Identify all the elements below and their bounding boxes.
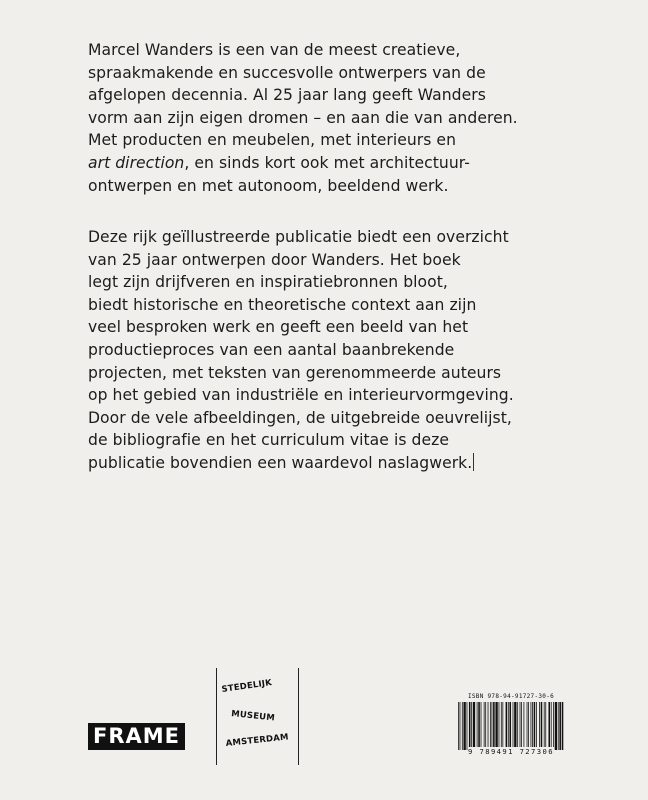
museum-text: MUSEUM bbox=[230, 709, 276, 724]
barcode-bar bbox=[499, 702, 500, 750]
barcode-bar bbox=[528, 702, 529, 750]
barcode-bar bbox=[495, 702, 497, 750]
barcode-bar bbox=[508, 702, 509, 750]
barcode-bar bbox=[536, 702, 537, 750]
text-line: op het gebied van industriële en interieurvormgeving. bbox=[88, 386, 514, 405]
barcode-bar bbox=[492, 702, 493, 750]
logo-divider-right bbox=[298, 668, 299, 765]
italic-term: art direction bbox=[88, 153, 185, 172]
stedelijk-text: STEDELIJK bbox=[221, 678, 273, 695]
barcode-bar bbox=[517, 702, 518, 750]
description-paragraph-2 bbox=[88, 226, 608, 475]
barcode-bar bbox=[558, 702, 559, 750]
isbn-barcode bbox=[450, 693, 572, 763]
barcode-bar bbox=[531, 702, 532, 750]
text-line: Met producten en meubelen, met interieurs en bbox=[88, 131, 457, 150]
text-fragment: , en sinds kort ook met architectuur- bbox=[184, 153, 470, 172]
barcode-bar bbox=[488, 702, 489, 750]
isbn-digits bbox=[450, 747, 572, 756]
barcode-bar bbox=[460, 702, 461, 750]
barcode-bar bbox=[478, 702, 480, 750]
barcode-bar bbox=[545, 702, 546, 750]
text-line: biedt historische en theoretische context aan zijn bbox=[88, 295, 477, 314]
barcode-bar bbox=[506, 702, 508, 750]
text-line: projecten, met teksten van gerenommeerde auteurs bbox=[88, 363, 502, 382]
barcode-bar bbox=[493, 702, 495, 750]
barcode-bar bbox=[509, 702, 511, 750]
barcode-bar bbox=[562, 702, 564, 750]
barcode-bar bbox=[555, 702, 557, 750]
text-line: veel besproken werk en geeft een beeld van het bbox=[88, 318, 469, 337]
barcode-bar bbox=[559, 702, 561, 750]
barcode-bar bbox=[462, 702, 463, 750]
barcode-bar bbox=[551, 702, 552, 750]
barcode-bar bbox=[534, 702, 536, 750]
text-line bbox=[88, 152, 608, 175]
stedelijk-museum-logo bbox=[217, 668, 298, 765]
barcode-bar bbox=[463, 702, 465, 750]
text-cursor bbox=[473, 453, 474, 471]
barcode-bar bbox=[477, 702, 478, 750]
barcode-bar bbox=[481, 702, 482, 750]
isbn-digits-text: 9 789491 727306 bbox=[468, 747, 554, 756]
text-line: van 25 jaar ontwerpen door Wanders. Het boek bbox=[88, 250, 461, 269]
barcode-bar bbox=[485, 702, 486, 750]
barcode-bar bbox=[539, 702, 540, 750]
barcode-bar bbox=[469, 702, 471, 750]
text-line: Marcel Wanders is een van de meest creatieve, bbox=[88, 41, 461, 59]
barcode-bar bbox=[471, 702, 472, 750]
barcode-bar bbox=[513, 702, 514, 750]
text-line: legt zijn drijfveren en inspiratiebronnen bloot, bbox=[88, 273, 448, 292]
barcode-bar bbox=[502, 702, 503, 750]
text-line: Door de vele afbeeldingen, de uitgebreide oeuvrelijst, bbox=[88, 408, 512, 427]
barcode-bar bbox=[548, 702, 550, 750]
barcode-bar bbox=[532, 702, 533, 750]
barcode-bar bbox=[514, 702, 516, 750]
text-line: ontwerpen en met autonoom, beeldend werk. bbox=[88, 176, 449, 195]
text-line bbox=[88, 452, 608, 475]
text-line: afgelopen decennia. Al 25 jaar lang geeft Wanders bbox=[88, 86, 486, 105]
barcode-bar bbox=[484, 702, 485, 750]
amsterdam-text: AMSTERDAM bbox=[225, 732, 290, 749]
barcode-bar bbox=[467, 702, 468, 750]
barcode-bar bbox=[458, 702, 459, 750]
barcode-bars bbox=[458, 702, 564, 750]
description-paragraph-1 bbox=[88, 39, 608, 197]
text-line: spraakmakende en succesvolle ontwerpers van de bbox=[88, 63, 486, 82]
text-line: Deze rijk geïllustreerde publicatie biedt een overzicht bbox=[88, 228, 509, 246]
barcode-bar bbox=[490, 702, 491, 750]
barcode-bar bbox=[541, 702, 543, 750]
text-line: vorm aan zijn eigen dromen – en aan die van anderen. bbox=[88, 108, 518, 127]
barcode-bar bbox=[553, 702, 554, 750]
text-line: productieproces van een aantal baanbrekende bbox=[88, 340, 455, 359]
barcode-bar bbox=[473, 702, 475, 750]
barcode-bar bbox=[544, 702, 545, 750]
barcode-bar bbox=[524, 702, 525, 750]
isbn-label: ISBN 978-94-91727-30-6 bbox=[467, 693, 555, 700]
barcode-bar bbox=[527, 702, 528, 750]
barcode-bar bbox=[520, 702, 521, 750]
barcode-bar bbox=[521, 702, 522, 750]
text-line: de bibliografie en het curriculum vitae is deze bbox=[88, 431, 449, 450]
barcode-bar bbox=[501, 702, 502, 750]
frame-logo: FRAME bbox=[88, 723, 185, 750]
text-fragment: publicatie bovendien een waardevol naslagwerk. bbox=[88, 453, 473, 472]
